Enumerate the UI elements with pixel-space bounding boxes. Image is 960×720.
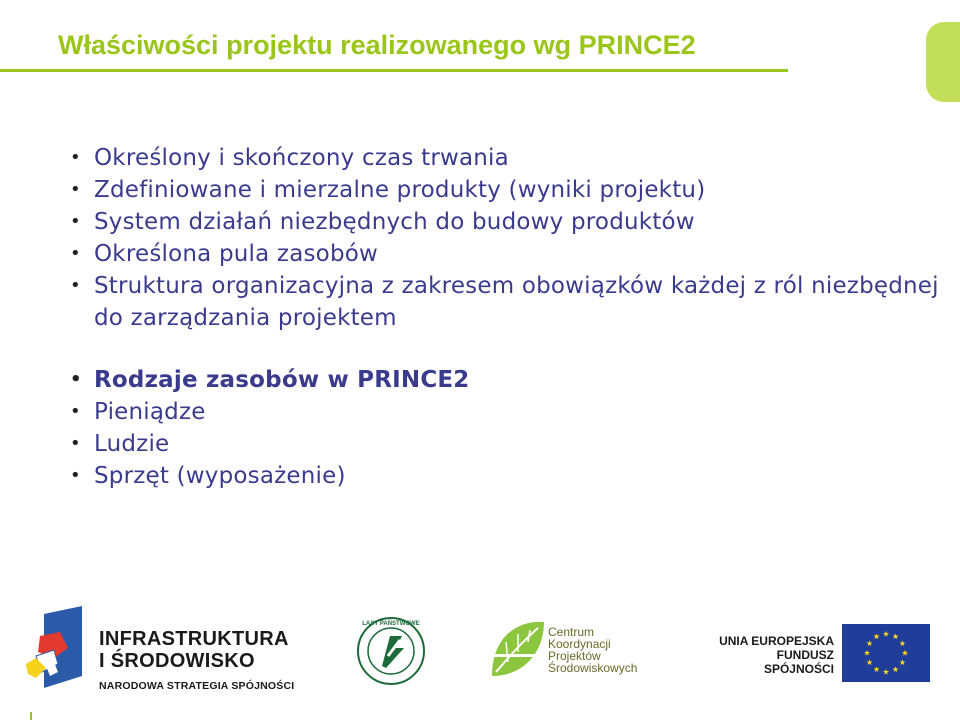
- forest-emblem-icon: [356, 616, 426, 686]
- eu-flag-icon: [842, 624, 930, 682]
- resource-item: • Ludzie: [70, 428, 940, 460]
- ckp-line4: Środowiskowych: [548, 661, 638, 675]
- bullet-item: • Określony i skończony czas trwania: [70, 142, 940, 174]
- infrastructure-text: [99, 628, 294, 692]
- bullet-item: • System działań niezbędnych do budowy produktów: [70, 206, 940, 238]
- footer-logos: [0, 600, 960, 720]
- ckp-line3: Projektów: [548, 649, 601, 663]
- eu-text: [716, 634, 834, 676]
- lasy-panstwowe-logo: [356, 616, 426, 686]
- infrastructure-line3: NARODOWA STRATEGIA SPÓJNOŚCI: [99, 680, 295, 692]
- bullet-item: • Określona pula zasobów: [70, 238, 940, 270]
- infrastructure-line2: I ŚRODOWISKO: [99, 650, 255, 672]
- ckp-line2: Koordynacji: [548, 637, 611, 651]
- resource-item: • Pieniądze: [70, 396, 940, 428]
- corner-decoration: [926, 22, 960, 102]
- eu-logo: [712, 620, 932, 680]
- title-underline: [0, 69, 788, 72]
- slide-title: Właściwości projektu realizowanego wg PRINCE2: [58, 30, 696, 60]
- leaf-icon: [488, 618, 548, 680]
- lasy-text: LASY PAŃSTWOWE: [362, 621, 420, 627]
- bullet-item: • Zdefiniowane i mierzalne produkty (wyniki projektu): [70, 174, 940, 206]
- infrastructure-logo: [24, 606, 314, 698]
- infrastructure-line1: INFRASTRUKTURA: [99, 628, 289, 650]
- ckp-line1: Centrum: [548, 625, 595, 639]
- eu-line2: FUNDUSZ SPÓJNOŚCI: [763, 648, 834, 676]
- nss-flag-icon: [24, 606, 94, 698]
- eu-line1: UNIA EUROPEJSKA: [719, 634, 834, 648]
- bottom-mark: [30, 712, 32, 720]
- bullet-item: • Struktura organizacyjna z zakresem obowiązków każdej z ról niezbędnej do zarządzania projektem: [70, 270, 940, 334]
- bullet-list: [70, 142, 940, 492]
- ckp-text: [548, 626, 637, 674]
- resource-item: • Sprzęt (wyposażenie): [70, 460, 940, 492]
- ckp-logo: [488, 618, 668, 688]
- resources-heading: • Rodzaje zasobów w PRINCE2: [70, 364, 940, 396]
